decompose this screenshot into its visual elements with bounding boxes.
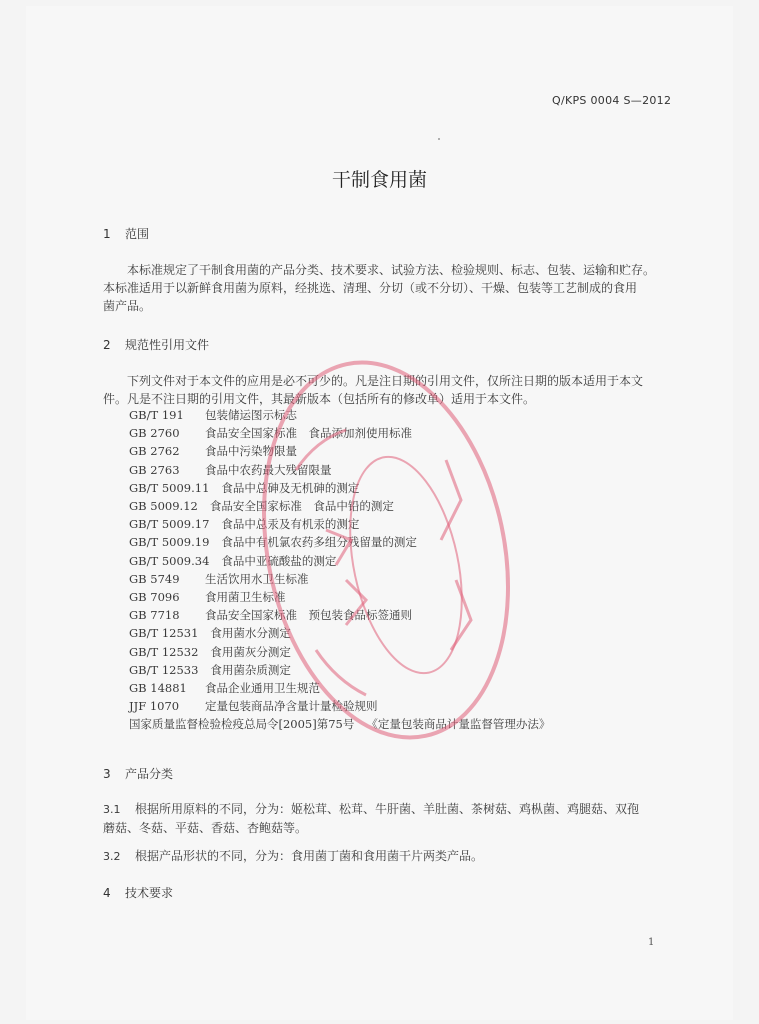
- section-1-heading: [103, 225, 149, 242]
- reference-title: 食品中有机氯农药多组分残留量的测定: [221, 535, 417, 550]
- reference-item: [129, 625, 291, 641]
- reference-code: JJF 1070: [129, 699, 180, 714]
- reference-title: 生活饮用水卫生标准: [205, 571, 309, 586]
- reference-item: [129, 716, 550, 732]
- classification-item-3-2: [103, 847, 483, 866]
- item-text: 根据所用原料的不同，分为：姬松茸、松茸、牛肝菌、羊肚菌、茶树菇、鸡枞菌、鸡腿菇、双孢: [135, 802, 640, 816]
- reference-code: GB/T 5009.19: [129, 535, 210, 550]
- reference-title: 食用菌卫生标准: [205, 590, 286, 604]
- section-title: 范围: [125, 227, 150, 241]
- reference-code: GB 7718: [129, 608, 180, 623]
- reference-title: 食品安全国家标准 食品添加剂使用标准: [205, 426, 412, 441]
- reference-title: 定量包装商品净含量计量检验规则: [205, 699, 378, 714]
- paragraph-line: 菌产品。: [103, 299, 152, 313]
- section-title: 规范性引用文件: [125, 338, 210, 352]
- reference-title: 食品中污染物限量: [205, 444, 297, 459]
- reference-code: GB 5009.12: [129, 499, 198, 513]
- paragraph-line: 本标准规定了干制食用菌的产品分类、技术要求、试验方法、检验规则、标志、包装、运输和贮存。: [127, 263, 656, 277]
- reference-title: 包装储运图示标志: [205, 408, 297, 422]
- reference-code: GB/T 191: [129, 408, 184, 422]
- paragraph-line: 本标准适用于以新鲜食用菌为原料，经挑选、清理、分切（或不分切）、干燥、包装等工艺制成的食用: [103, 281, 638, 295]
- reference-item: [129, 680, 320, 696]
- reference-item: [129, 516, 359, 532]
- reference-title: 食品企业通用卫生规范: [205, 681, 320, 695]
- section-number: 2: [103, 338, 111, 352]
- reference-item: [129, 462, 332, 478]
- reference-item: [129, 698, 378, 714]
- reference-title: 食品中总汞及有机汞的测定: [221, 517, 360, 532]
- reference-item: [129, 662, 291, 678]
- reference-item: [129, 443, 297, 459]
- section-title: 技术要求: [125, 886, 174, 900]
- reference-title: 《定量包装商品计量监督管理办法》: [366, 717, 551, 732]
- classification-item-3-1: [103, 800, 639, 837]
- reference-code: GB/T 5009.34: [129, 553, 210, 568]
- item-number: 3.1: [103, 803, 121, 816]
- item-text: 根据产品形状的不同，分为：食用菌丁菌和食用菌干片两类产品。: [135, 849, 484, 863]
- section-4-heading: [103, 884, 173, 901]
- reference-code: GB/T 12532: [129, 644, 199, 659]
- reference-title: 食品中亚硫酸盐的测定: [221, 553, 337, 568]
- document-id: Q/KPS 0004 S—2012: [552, 94, 672, 107]
- reference-code: GB 14881: [129, 681, 187, 695]
- section-1-paragraph: [103, 261, 665, 315]
- reference-item: [129, 534, 417, 550]
- reference-code: GB 5749: [129, 571, 180, 586]
- item-number: 3.2: [103, 850, 121, 863]
- section-number: 1: [103, 227, 111, 241]
- reference-item: [129, 407, 297, 423]
- reference-code: GB 2763: [129, 462, 180, 477]
- reference-code: 国家质量监督检验检疫总局令[2005]第75号: [129, 717, 355, 732]
- section-2-paragraph: [103, 372, 665, 408]
- reference-item: [129, 480, 359, 496]
- section-2-heading: [103, 336, 209, 353]
- paragraph-line: 下列文件对于本文件的应用是必不可少的。凡是注日期的引用文件，仅所注日期的版本适用于本文: [127, 374, 644, 388]
- section-number: 3: [103, 767, 111, 781]
- reference-code: GB/T 5009.17: [129, 517, 210, 532]
- reference-code: GB 2760: [129, 426, 180, 441]
- reference-code: GB/T 12531: [129, 626, 199, 641]
- reference-code: GB 2762: [129, 444, 180, 459]
- reference-title: 食品安全国家标准 预包装食品标签通则: [205, 608, 412, 623]
- item-text: 蘑菇、冬菇、平菇、香菇、杏鲍菇等。: [103, 821, 308, 835]
- reference-item: [129, 425, 412, 441]
- decorative-dot: [438, 138, 440, 140]
- section-number: 4: [103, 886, 111, 900]
- reference-item: [129, 571, 309, 587]
- reference-title: 食用菌灰分测定: [210, 644, 291, 659]
- reference-item: [129, 498, 394, 514]
- reference-title: 食品中总砷及无机砷的测定: [221, 480, 360, 495]
- reference-item: [129, 553, 336, 569]
- reference-code: GB/T 12533: [129, 662, 199, 677]
- reference-title: 食品中农药最大残留限量: [205, 462, 332, 477]
- section-title: 产品分类: [125, 767, 174, 781]
- paragraph-line: 件。凡是不注日期的引用文件，其最新版本（包括所有的修改单）适用于本文件。: [103, 392, 536, 406]
- reference-code: GB/T 5009.11: [129, 480, 210, 495]
- reference-item: [129, 607, 412, 623]
- reference-title: 食用菌杂质测定: [210, 662, 291, 677]
- reference-code: GB 7096: [129, 590, 180, 604]
- reference-item: [129, 589, 286, 605]
- page-title: 干制食用菌: [331, 169, 427, 191]
- reference-title: 食用菌水分测定: [210, 626, 291, 641]
- reference-title: 食品安全国家标准 食品中铅的测定: [209, 499, 394, 513]
- section-3-heading: [103, 765, 173, 782]
- reference-item: [129, 644, 291, 660]
- page-number: 1: [648, 937, 655, 948]
